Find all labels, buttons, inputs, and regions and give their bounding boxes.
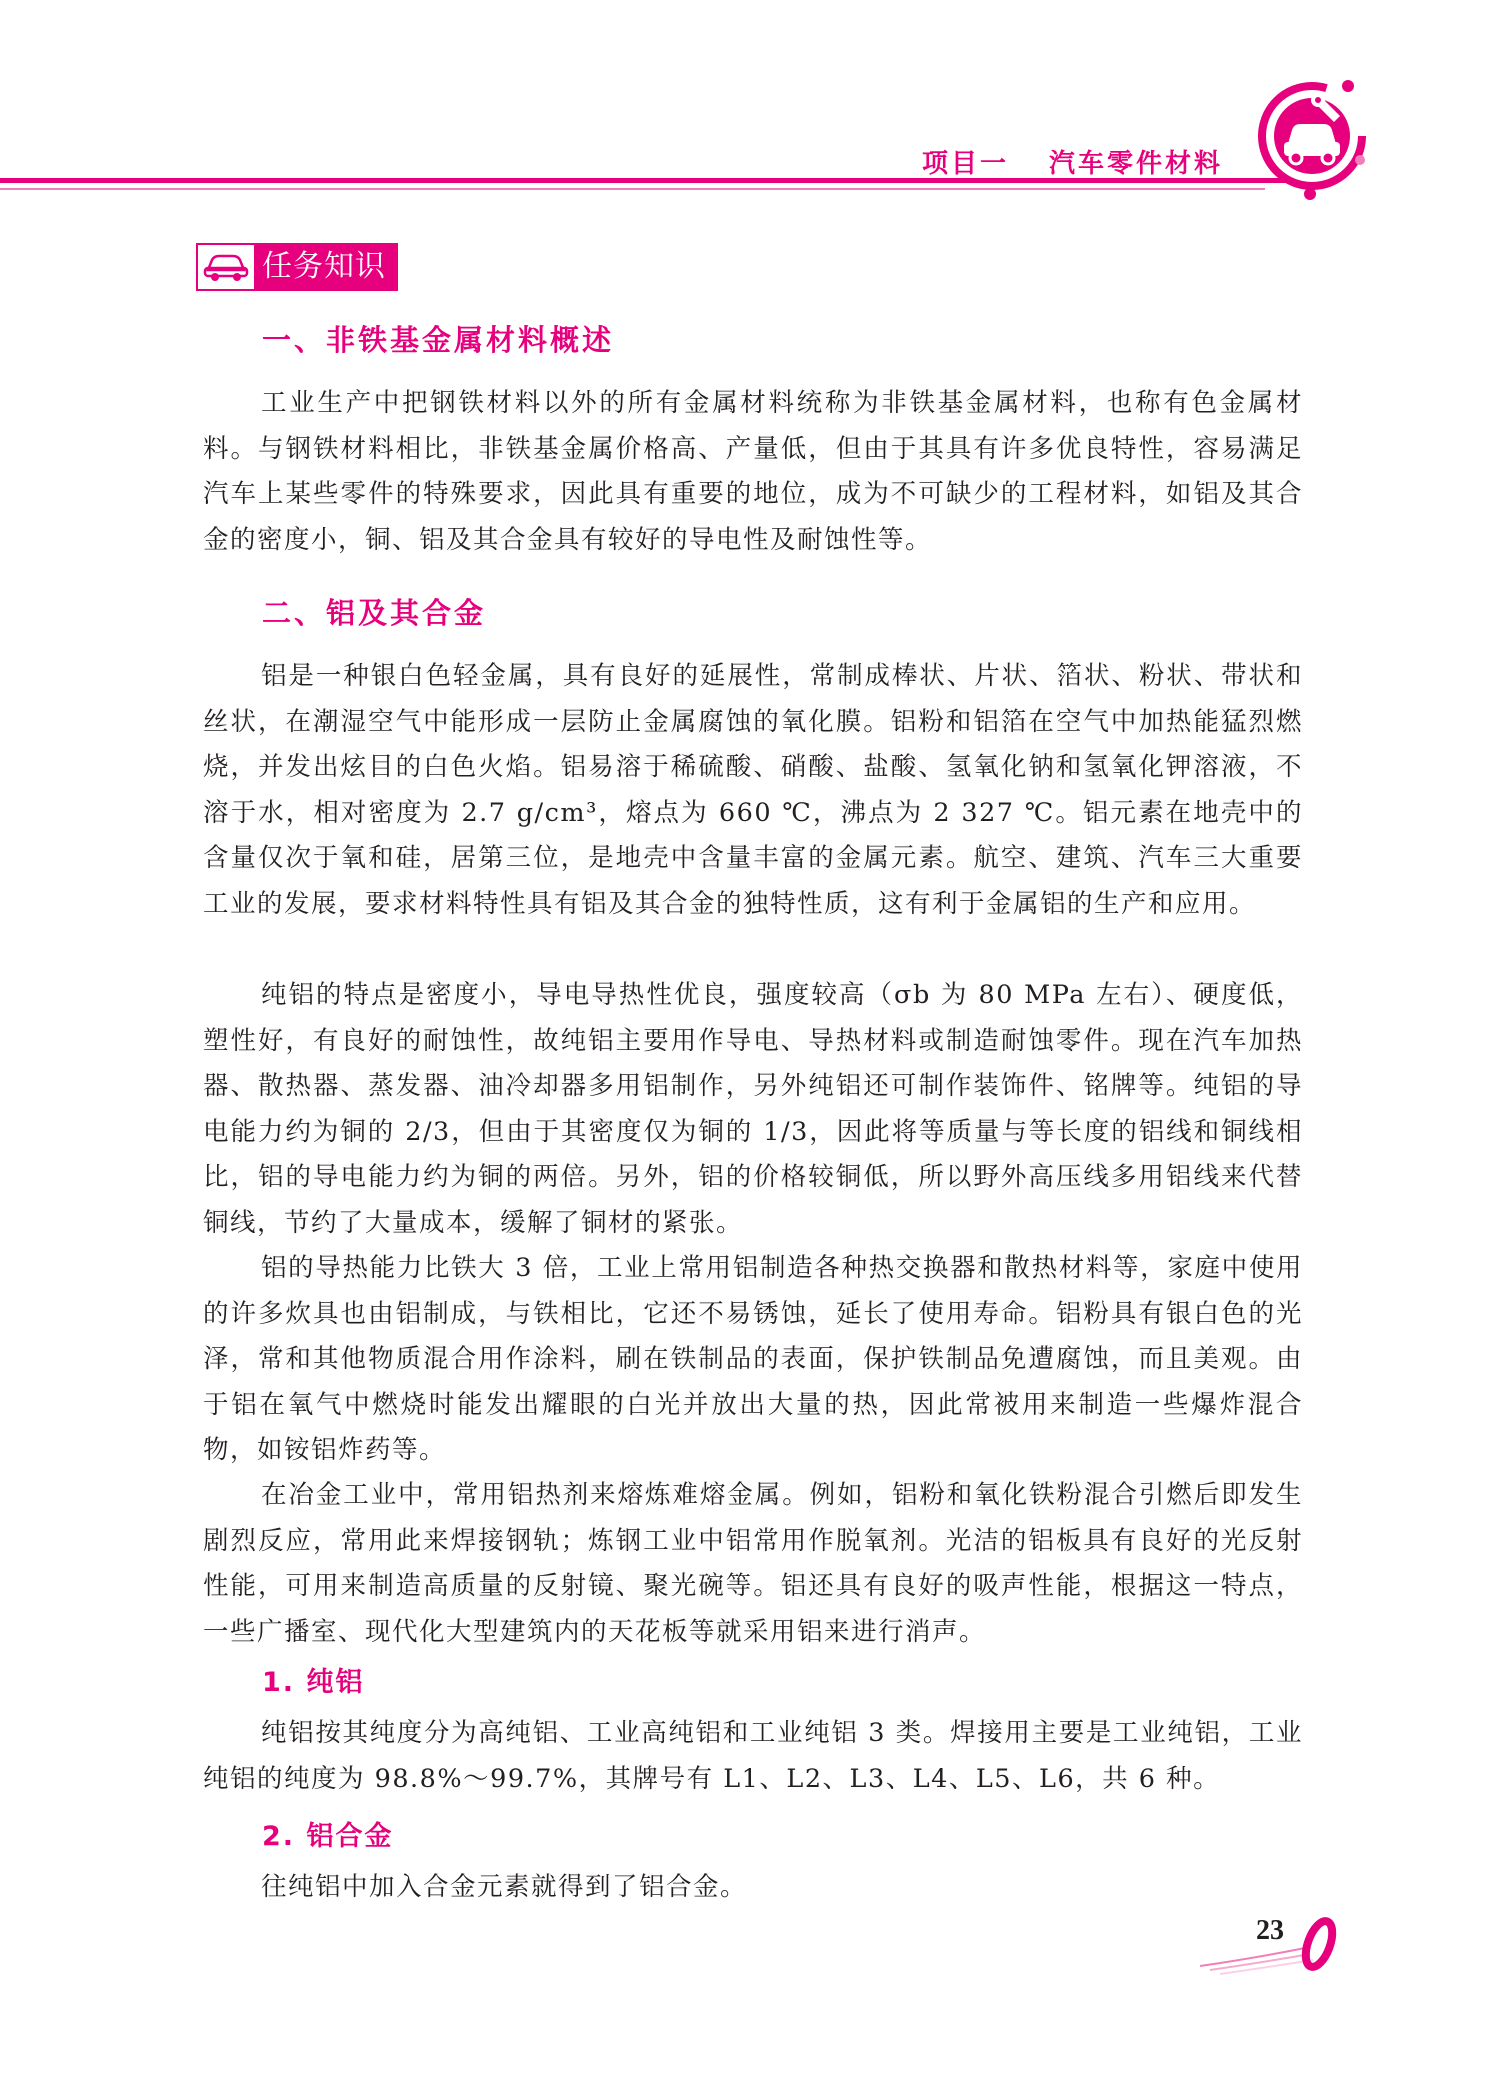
subheading-aluminium-alloy: 2. 铝合金 — [262, 1821, 394, 1852]
paragraph-aluminium-properties: 铝是一种银白色轻金属，具有良好的延展性，常制成棒状、片状、箔状、粉状、带状和丝状，在潮湿空气中能形成一层防止金属腐蚀的氧化膜。铝粉和铝箔在空气中加热能猛烈燃烧，并发出炫目的白色火焰。铝易溶于稀硫酸、硝酸、盐酸、氢氧化钠和氢氧化钾溶液，不溶于水，相对密度为 2.7 g/cm³，熔点为 660 ℃，沸点为 2 327 ℃。铝元素在地壳中的含量仅次于氧和硅，居第三位，是地壳中含量丰富的金属元素。航空、建筑、汽车三大重要工业的发展，要求材料特性具有铝及其合金的独特性质，这有利于金属铝的生产和应用。 — [203, 661, 1303, 919]
heading-nonferrous-overview: 一、非铁基金属材料概述 — [262, 323, 615, 357]
header-project: 项目一 — [922, 149, 1010, 179]
car-icon — [198, 245, 254, 289]
paragraph-pure-aluminium-grades: 纯铝按其纯度分为高纯铝、工业高纯铝和工业纯铝 3 类。焊接用主要是工业纯铝，工业纯铝的纯度为 98.8%～99.7%，其牌号有 L1、L2、L3、L4、L5、L6，共 6 种。 — [203, 1718, 1303, 1794]
subheading-pure-aluminium: 1. 纯铝 — [262, 1667, 365, 1698]
paragraph-aluminium-heat-conduction: 铝的导热能力比铁大 3 倍，工业上常用铝制造各种热交换器和散热材料等，家庭中使用的许多炊具也由铝制成，与铁相比，它还不易锈蚀，延长了使用寿命。铝粉具有银白色的光泽，常和其他物质混合用作涂料，刷在铁制品的表面，保护铁制品免遭腐蚀，而且美观。由于铝在氧气中燃烧时能发出耀眼的白光并放出大量的热，因此常被用来制造一些爆炸混合物，如铵铝炸药等。 — [203, 1253, 1303, 1465]
header-rule-thin — [0, 188, 1265, 190]
paragraph-metallurgy-uses: 在冶金工业中，常用铝热剂来熔炼难熔金属。例如，铝粉和氧化铁粉混合引燃后即发生剧烈反应，常用此来焊接钢轨；炼钢工业中铝常用作脱氧剂。光洁的铝板具有良好的光反射性能，可用来制造高质量的反射镜、聚光碗等。铝还具有良好的吸声性能，根据这一特点，一些广播室、现代化大型建筑内的天花板等就采用铝来进行消声。 — [203, 1480, 1303, 1647]
section-tag — [196, 243, 398, 291]
running-header — [922, 143, 1223, 180]
header-chapter-title: 汽车零件材料 — [1049, 149, 1224, 179]
heading-aluminium-alloys: 二、铝及其合金 — [262, 596, 487, 630]
paragraph-nonferrous-intro: 工业生产中把钢铁材料以外的所有金属材料统称为非铁基金属材料，也称有色金属材料。与钢铁材料相比，非铁基金属价格高、产量低，但由于其具有许多优良特性，容易满足汽车上某些零件的特殊要求，因此具有重要的地位，成为不可缺少的工程材料，如铝及其合金的密度小，铜、铝及其合金具有较好的导电性及耐蚀性等。 — [203, 388, 1303, 555]
paragraph-aluminium-alloy-intro: 往纯铝中加入合金元素就得到了铝合金。 — [261, 1872, 748, 1902]
page-number: 23 — [1256, 1915, 1284, 1946]
paragraph-pure-aluminium-features: 纯铝的特点是密度小，导电导热性优良，强度较高（σb 为 80 MPa 左右）、硬度低，塑性好，有良好的耐蚀性，故纯铝主要用作导电、导热材料或制造耐蚀零件。现在汽车加热器、散热器、蒸发器、油冷却器多用铝制作，另外纯铝还可制作装饰件、铭牌等。纯铝的导电能力约为铜的 2/3，但由于其密度仅为铜的 1/3，因此将等质量与等长度的铝线和铜线相比，铝的导电能力约为铜的两倍。另外，铝的价格较铜低，所以野外高压线多用铝线来代替铜线，节约了大量成本，缓解了铜材的紧张。 — [203, 980, 1303, 1238]
car-wrench-emblem-icon — [1230, 58, 1380, 208]
section-tag-label: 任务知识 — [254, 245, 396, 289]
